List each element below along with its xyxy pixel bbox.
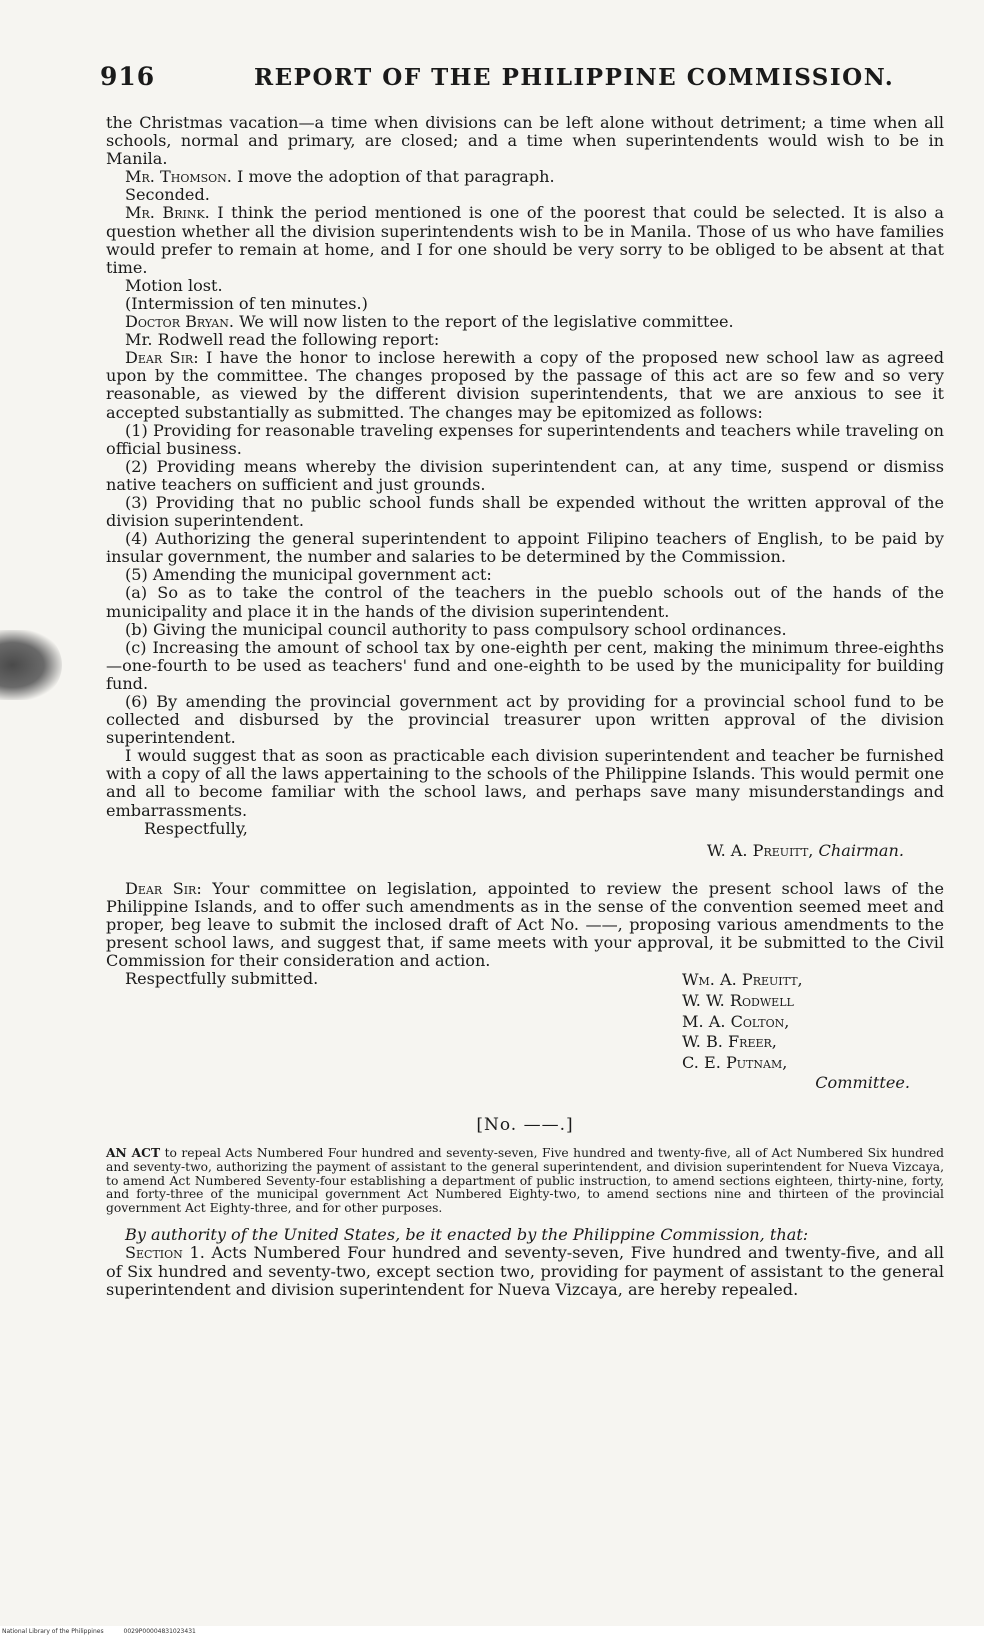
paragraph xyxy=(106,458,944,494)
paragraph-text: (5) Amending the municipal government act: xyxy=(125,565,492,585)
letter-salutation: Dear Sir: xyxy=(125,878,202,898)
paragraph xyxy=(106,621,944,639)
committee-member: M. A. Colton, xyxy=(682,1011,790,1031)
paragraph-text: (Intermission of ten minutes.) xyxy=(125,293,368,313)
paragraph-text: (a) So as to take the control of the teachers in the pueblo schools out of the hands of the municipality and place it in the hands of the division superintendent. xyxy=(106,583,944,621)
paragraph xyxy=(106,295,944,313)
committee-member: Wm. A. Preuitt, xyxy=(682,970,803,990)
chairman-signature xyxy=(106,842,944,860)
paragraph-text: (1) Providing for reasonable traveling expenses for superintendents and teachers while traveling on official business. xyxy=(106,420,944,458)
paragraph xyxy=(106,639,944,693)
paragraph-text: I think the period mentioned is one of the poorest that could be selected. It is also a question whether all the division superintendents wish to be in Manila. Those of us who have families would prefer to remain at home, and I for one should be very sorry to be obliged to be absent at that time. xyxy=(106,203,944,277)
page-number: 916 xyxy=(100,62,156,91)
binding-shadow xyxy=(0,630,62,700)
paragraph xyxy=(106,566,944,584)
paragraph xyxy=(106,204,944,276)
paragraph-text: Seconded. xyxy=(125,185,210,205)
page-body xyxy=(106,114,944,1299)
speaker: Dear Sir: xyxy=(125,348,199,368)
section-text: Acts Numbered Four hundred and seventy-seven, Five hundred and twenty-five, and all of Six hundred and seventy-two, except section two, providing for payment of assistant to the general superintendent and division superintendent for Nueva Vizcaya, are hereby repealed. xyxy=(106,1243,944,1299)
committee-member: W. W. Rodwell xyxy=(682,990,794,1010)
paragraph-text: (b) Giving the municipal council authority to pass compulsory school ordinances. xyxy=(125,619,787,639)
paragraph-text: I move the adoption of that paragraph. xyxy=(231,167,555,187)
paragraph xyxy=(106,277,944,295)
paragraph xyxy=(106,168,944,186)
paragraph-text: We will now listen to the report of the legislative committee. xyxy=(233,312,734,332)
paragraph-text: I have the honor to inclose herewith a copy of the proposed new school law as agreed upon by the committee. The changes proposed by the passage of this act are so few and so very reasonable, as viewed by the different division superintendents, that we are anxious to see it accepted substantially as submitted. The changes may be epitomized as follows: xyxy=(106,348,944,422)
signatory-role: Chairman. xyxy=(818,840,904,860)
paragraph xyxy=(106,530,944,566)
act-number: [No. ——.] xyxy=(476,1115,574,1136)
paragraph xyxy=(106,422,944,458)
scan-footer xyxy=(2,1628,214,1635)
paragraph xyxy=(106,313,944,331)
committee-label: Committee. xyxy=(815,1073,910,1093)
paragraph xyxy=(106,331,944,349)
paragraph-text: (2) Providing means whereby the division superintendent can, at any time, suspend or dismiss native teachers on sufficient and just grounds. xyxy=(106,456,944,494)
enactment-clause: By authority of the United States, be it enacted by the Philippine Commission, that: xyxy=(125,1225,809,1245)
paragraph-text: (c) Increasing the amount of school tax by one-eighth per cent, making the minimum three-eighths—one-fourth to be used as teachers' fund and one-eighth to be used by the municipality for building fund. xyxy=(106,637,944,693)
section-lead: Section 1. xyxy=(125,1243,205,1263)
paragraph xyxy=(106,114,944,168)
paragraph-text: (3) Providing that no public school funds shall be expended without the written approval of the division superintendent. xyxy=(106,492,944,531)
running-title: REPORT OF THE PHILIPPINE COMMISSION. xyxy=(254,64,895,91)
paragraph xyxy=(106,186,944,204)
committee-letter xyxy=(106,880,944,970)
paragraph xyxy=(106,349,944,421)
paragraph-text: Motion lost. xyxy=(125,275,223,295)
signatory-name: W. A. Preuitt, xyxy=(706,840,814,860)
act-title-text: to repeal Acts Numbered Four hundred and seventy-seven, Five hundred and twenty-five, all of Act Numbered Six hundred and seventy-two, authorizing the payment of assistant to the general superintendent, and division superintendent for Nueva Vizcaya, to amend Act Numbered Seventy-four establishing a department of public instruction, to amend sections eighteen, thirty-nine, forty, and forty-three of the municipal government Act Numbered Eighty-two, to amend sections nine and thirteen of the provincial government Act Eighty-three, and for other purposes. xyxy=(106,1146,945,1215)
scan-code: 0029P00004831023431 xyxy=(123,1628,196,1635)
paragraph xyxy=(106,584,944,620)
paragraph xyxy=(106,747,944,819)
paragraph-list xyxy=(106,114,944,820)
paragraph-text: Mr. Rodwell read the following report: xyxy=(125,330,440,350)
submitted-closing: Respectfully submitted. xyxy=(125,969,319,989)
committee-signatures xyxy=(106,970,944,1108)
library-name: National Library of the Philippines xyxy=(2,1628,104,1635)
act-title xyxy=(106,1146,944,1215)
paragraph xyxy=(106,494,944,530)
speaker: Doctor Bryan. xyxy=(125,312,234,332)
committee-names xyxy=(682,970,922,1094)
committee-member: C. E. Putnam, xyxy=(682,1052,788,1072)
paragraph-text: (4) Authorizing the general superintendent to appoint Filipino teachers of English, to be paid by insular government, the number and salaries to be determined by the Commission. xyxy=(106,529,944,567)
paragraph-text: I would suggest that as soon as practicable each division superintendent and teacher be furnished with a copy of all the laws appertaining to the schools of the Philippine Islands. This would permit one and all to become familiar with the school laws, and perhaps save many misunderstandings and embarrassments. xyxy=(106,746,944,820)
speaker: Mr. Thomson. xyxy=(125,167,232,187)
letter-text: Your committee on legislation, appointed to review the present school laws of the Philippine Islands, and to offer such amendments as in the sense of the convention seemed meet and proper, beg leave to submit the inclosed draft of Act No. ——, proposing various amendments to the present school laws, and suggest that, if same meets with your approval, it be submitted to the Civil Commission for their consideration and action. xyxy=(106,878,944,971)
paragraph-text: (6) By amending the provincial government act by providing for a provincial school fund to be collected and disbursed by the provincial treasurer upon written approval of the division superintendent. xyxy=(106,692,944,748)
act-title-lead: AN ACT xyxy=(106,1145,161,1161)
speaker: Mr. Brink. xyxy=(125,203,210,223)
paragraph xyxy=(106,693,944,747)
act-section-1 xyxy=(106,1244,944,1298)
paragraph-text: the Christmas vacation—a time when divisions can be left alone without detriment; a time when all schools, normal and primary, are closed; and a time when superintendents would wish to be in Manila. xyxy=(106,113,944,169)
respectfully-closing: Respectfully, xyxy=(144,818,248,838)
committee-member: W. B. Freer, xyxy=(682,1032,777,1052)
